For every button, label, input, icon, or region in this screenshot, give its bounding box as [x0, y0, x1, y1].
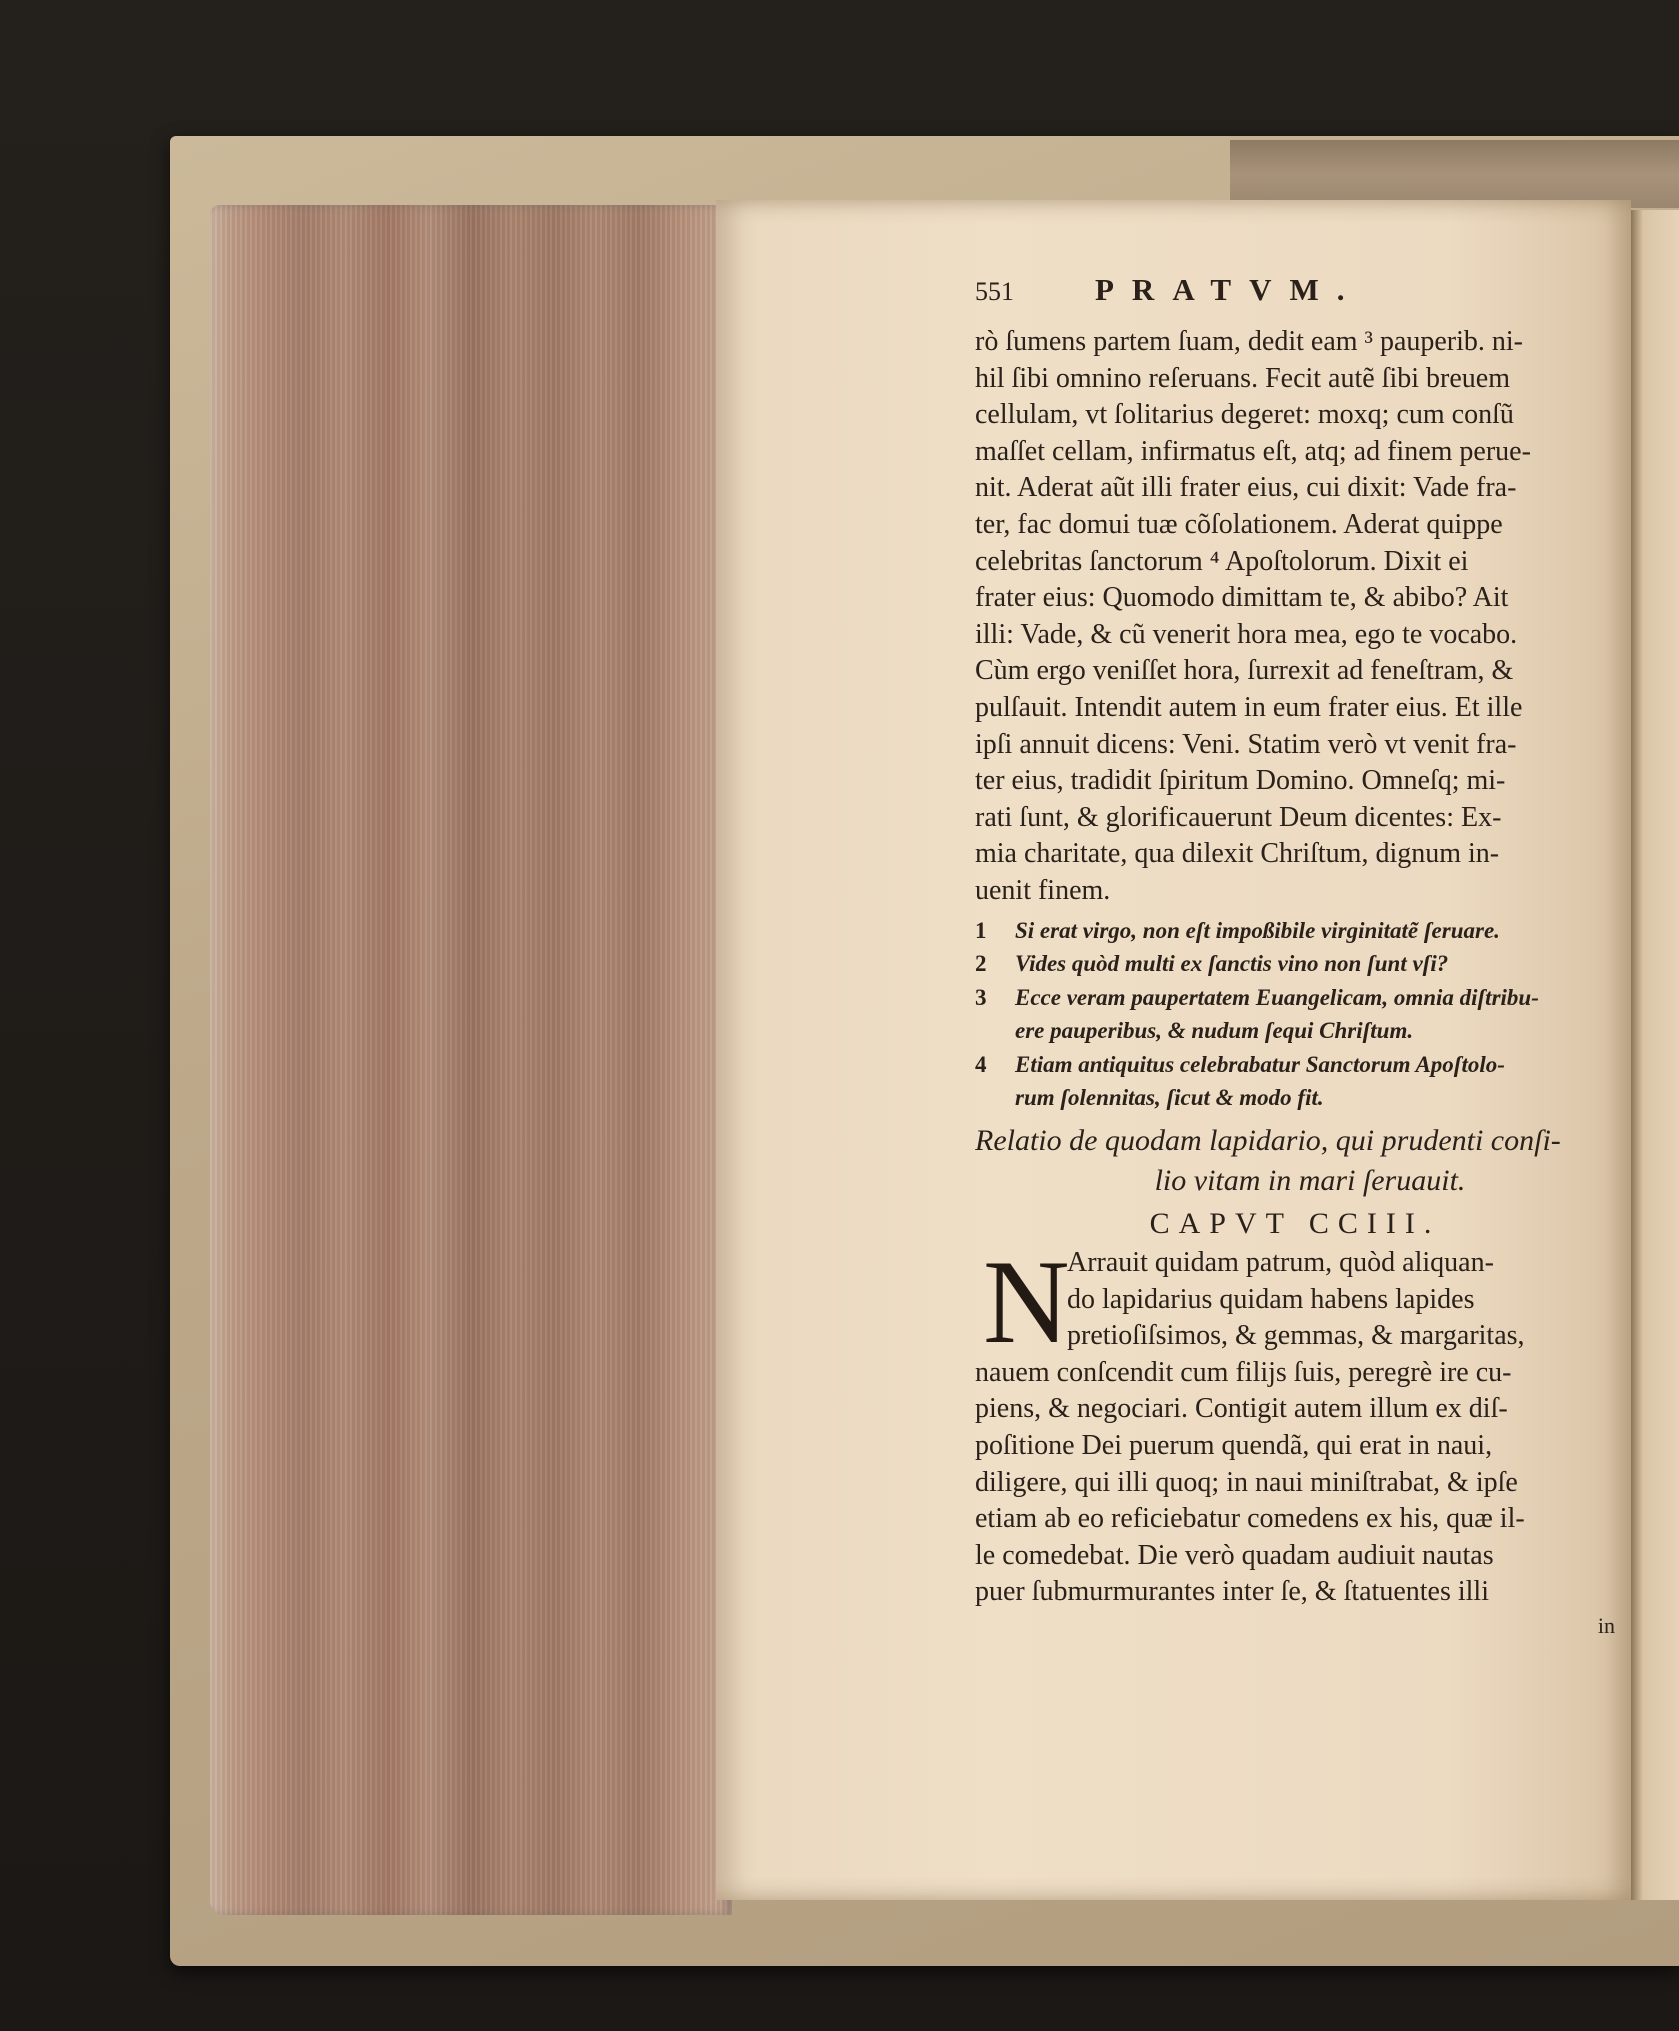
text-line: uenit finem.: [975, 874, 1111, 906]
note-item: [975, 1048, 1615, 1082]
note-text: Etiam antiquitus celebrabatur Sanctorum Apoſtolo-: [1015, 1051, 1505, 1077]
note-text: Vides quòd multi ex ſanctis vino non ſunt vſi?: [1015, 951, 1449, 977]
text-line: ter eius, tradidit ſpiritum Domino. Omneſq; mi-: [975, 765, 1506, 797]
page-number: 551: [975, 277, 1014, 306]
section-heading: [975, 1121, 1615, 1201]
text-line: illi: Vade, & cũ venerit hora mea, ego te vocabo.: [975, 618, 1518, 650]
note-text: Si erat virgo, non eſt impoßibile virginitatẽ ſeruare.: [1015, 917, 1500, 943]
note-number: 2: [975, 951, 987, 977]
note-continuation: ere pauperibus, & nudum ſequi Chriſtum.: [1015, 1018, 1414, 1044]
text-line: Arrauit quidam patrum, quòd aliquan-: [1067, 1247, 1494, 1279]
text-line: hil ſibi omnino reſeruans. Fecit autẽ ſibi breuem: [975, 362, 1510, 394]
text-line: do lapidarius quidam habens lapides: [1067, 1283, 1475, 1315]
catchword: in: [1597, 1613, 1615, 1638]
text-line: diligere, qui illi quoq; in naui miniſtrabat, & ipſe: [975, 1466, 1518, 1498]
text-line: nit. Aderat aũt illi frater eius, cui dixit: Vade fra-: [975, 472, 1517, 504]
running-title: PRATVM.: [1095, 272, 1363, 307]
text-line: cellulam, vt ſolitarius degeret: moxq; cum conſũ: [975, 399, 1514, 431]
text-line: rati ſunt, & glorificauerunt Deum dicentes: Ex-: [975, 801, 1502, 833]
text-line: etiam ab eo reficiebatur comedens ex his, quæ il-: [975, 1503, 1525, 1535]
text-line: mia charitate, qua dilexit Chriſtum, dignum in-: [975, 838, 1500, 870]
drop-cap: N: [983, 1235, 1070, 1369]
chapter-text: [975, 1235, 1615, 1611]
note-text: Ecce veram paupertatem Euangelicam, omnia diſtribu-: [1015, 984, 1539, 1010]
text-line: pulſauit. Intendit autem in eum frater eius. Et ille: [975, 691, 1523, 723]
section-heading-line: lio vitam in mari ſeruauit.: [1154, 1164, 1466, 1198]
text-line: nauem conſcendit cum filijs ſuis, peregrè ire cu-: [975, 1356, 1512, 1388]
text-line: le comedebat. Die verò quadam audiuit nautas: [975, 1539, 1494, 1571]
text-line: Cùm ergo veniſſet hora, ſurrexit ad feneſtram, &: [975, 655, 1514, 687]
text-line: frater eius: Quomodo dimittam te, & abibo? Ait: [975, 582, 1509, 614]
chapter-title: CAPVT CCIII.: [1149, 1207, 1441, 1241]
note-item: [975, 981, 1615, 1015]
text-line: pretioſiſsimos, & gemmas, & margaritas,: [1067, 1320, 1525, 1352]
text-line: poſitione Dei puerum quendã, qui erat in naui,: [975, 1430, 1493, 1462]
note-number: 1: [975, 917, 987, 943]
note-number: 3: [975, 984, 987, 1010]
text-line: ter, fac domui tuæ cõſolationem. Aderat quippe: [975, 508, 1503, 540]
note-number: 4: [975, 1051, 987, 1077]
note-item: [975, 947, 1615, 981]
page-fore-edge: [210, 205, 732, 1915]
book-spine-top: [1230, 140, 1679, 208]
note-item: [975, 914, 1615, 948]
text-line: celebritas ſanctorum ⁴ Apoſtolorum. Dixit ei: [975, 545, 1469, 577]
text-line: rò ſumens partem ſuam, dedit eam ³ pauperib. ni-: [975, 326, 1524, 357]
facing-page-edge: [1631, 210, 1679, 1900]
note-continuation: rum ſolennitas, ſicut & modo fit.: [1015, 1085, 1324, 1111]
text-line: puer ſubmurmurantes inter ſe, & ſtatuentes illi: [975, 1576, 1489, 1608]
running-head: [975, 272, 1615, 320]
text-line: ipſi annuit dicens: Veni. Statim verò vt venit fra-: [975, 728, 1517, 760]
text-line: piens, & negociari. Contigit autem illum ex diſ-: [975, 1393, 1508, 1425]
marginal-notes: [975, 914, 1615, 1116]
section-heading-line: Relatio de quodam lapidario, qui prudenti conſi-: [975, 1124, 1561, 1158]
text-line: maſſet cellam, infirmatus eſt, atq; ad finem perue-: [975, 435, 1531, 467]
page-text: [975, 272, 1615, 1641]
body-text: [975, 324, 1615, 910]
